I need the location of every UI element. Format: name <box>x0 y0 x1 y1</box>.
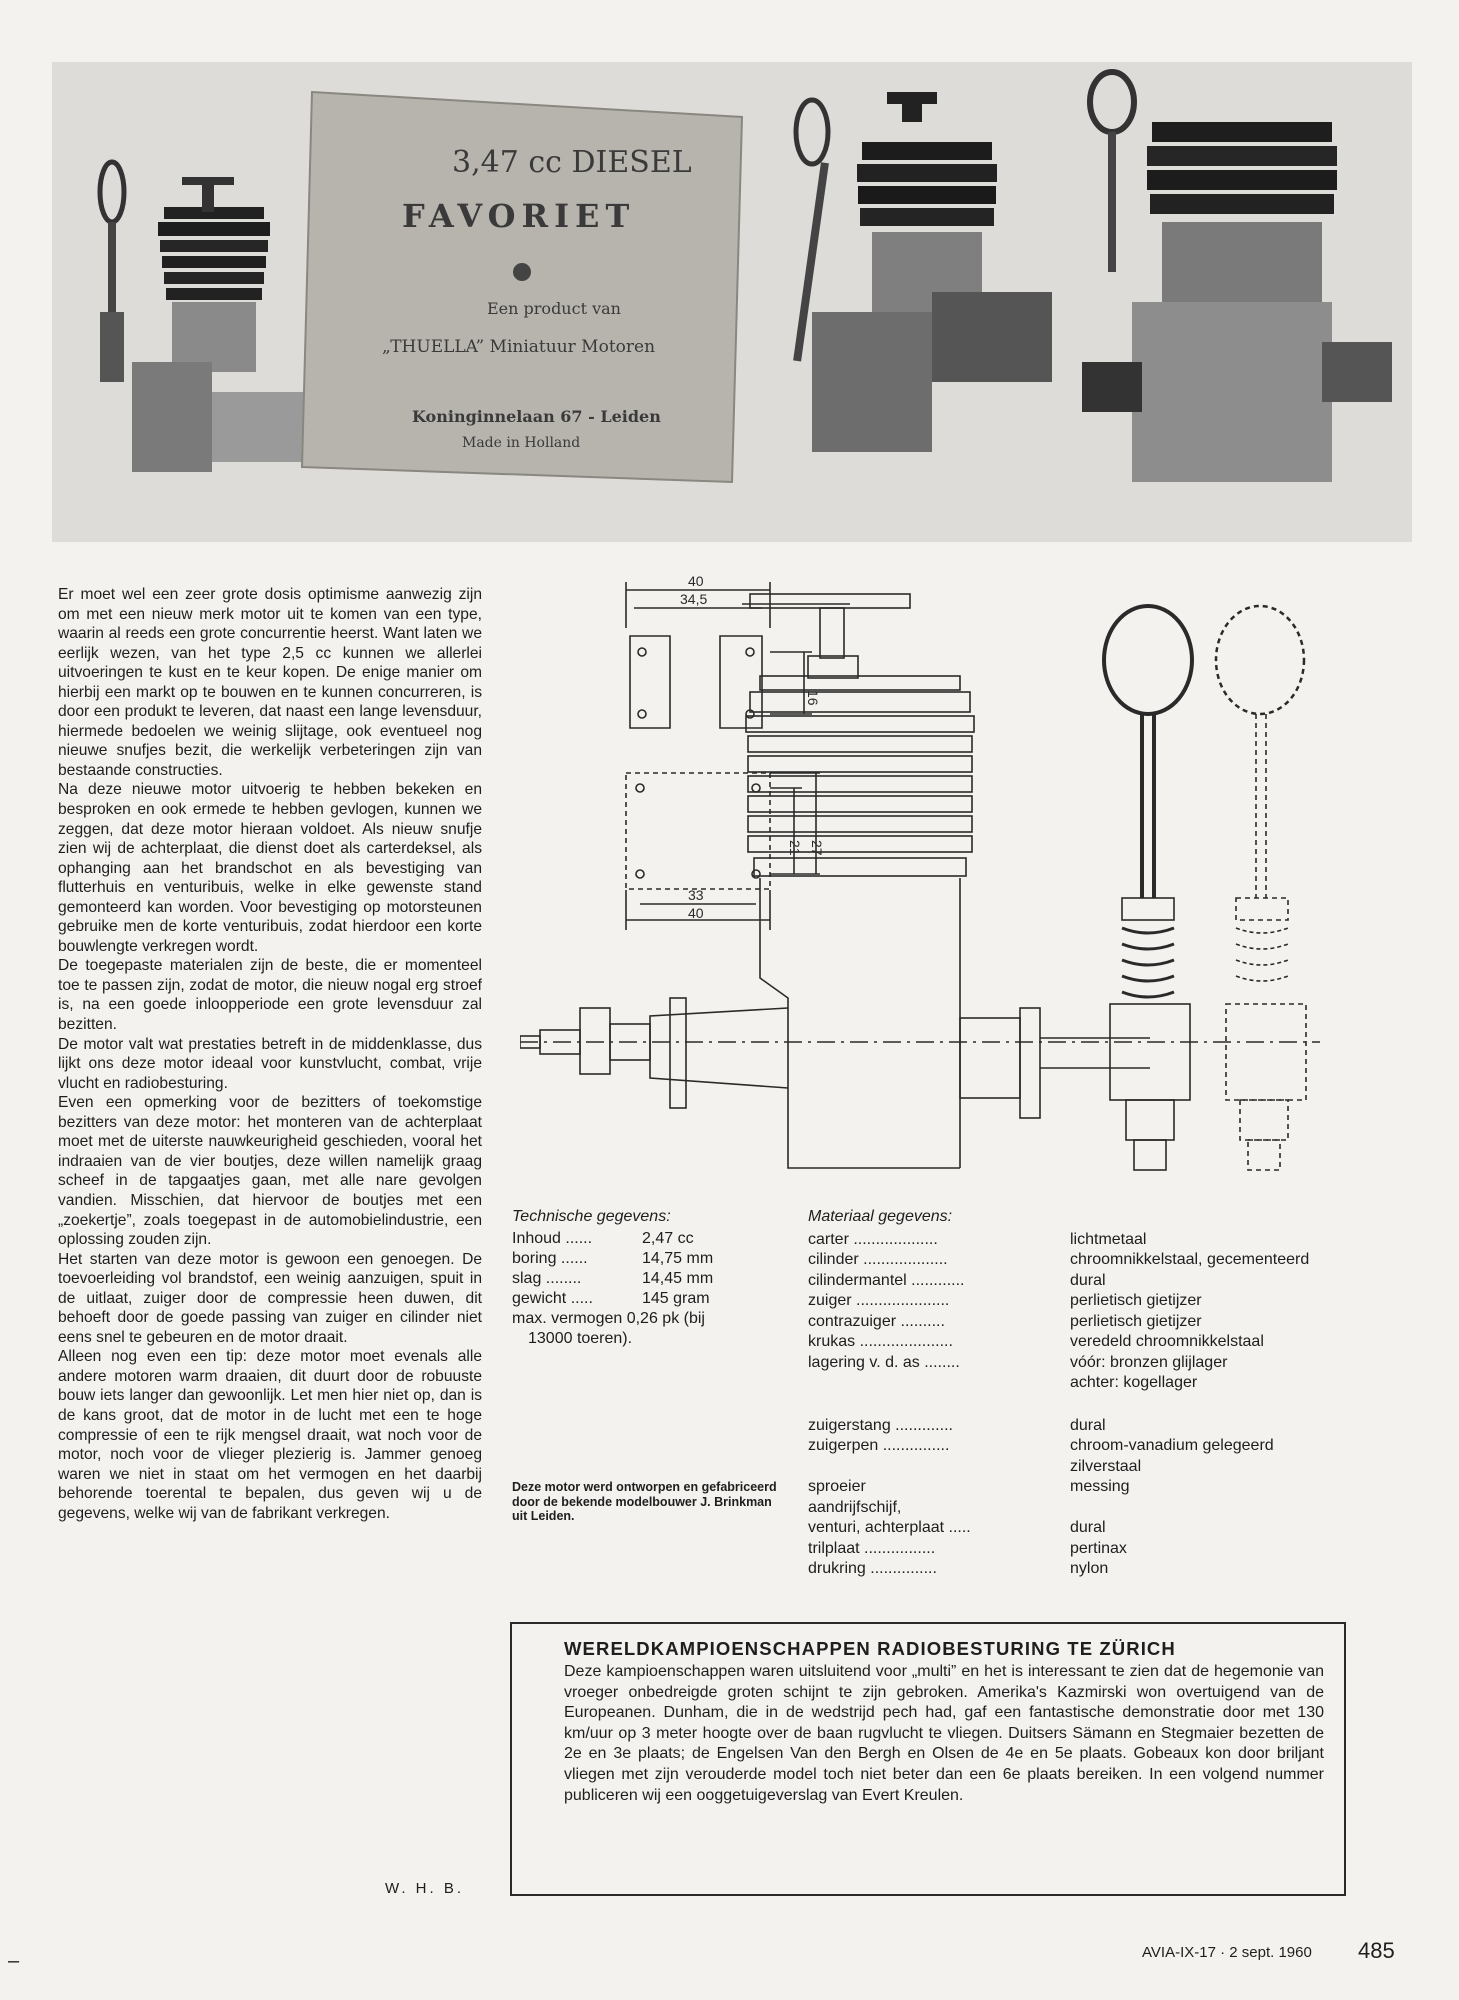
article-paragraph: Alleen nog even een tip: deze motor moet evenals alle andere motoren warm draaien, dit duurt door de robuuste bouw iets langer dan gewoonlijk. Let men hier niet op, dan is de kans groot, dat de motor in de lucht met een te hoge compressie of een te rijk mengsel draait, wat noch voor de motor, noch voor de vlieger plezierig is. Jammer genoeg waren we niet in staat om het vermogen en het daarbij behorende toerental te bepalen, dus geven wij u de gegevens, welke wij van de fabrikant verkregen. <box>58 1348 482 1522</box>
svg-text:Koninginnelaan 67 - Leiden: Koninginnelaan 67 - Leiden <box>412 407 661 426</box>
technical-data <box>512 1207 780 1349</box>
material-row: trilplaat ................ pertinax <box>808 1539 1127 1557</box>
material-data <box>808 1207 1368 1580</box>
material-row: drukring ............... nylon <box>808 1560 1109 1577</box>
dim-top-inner: 34,5 <box>680 591 708 607</box>
news-box-text: Deze kampioenschappen waren uitsluitend voor „multi” en het is interessant te zien dat de hegemonie van vroeger onbedreigde groten schijnt te zijn gebroken. Amerika's Kazmirski won overtuigend van de Europeanen. Dunham, die in de wedstrijd pech had, gaf een fantastische demonstratie door met 130 km/uur op 3 meter hoogte over de baan rugvlucht te vliegen. Duitsers Sämann en Stegmaier bezetten de 2e en 3e plaats; de Engelsen Van den Bergh en Olsen de 4e en 5e plaats. Gobeaux kon door briljant vliegen met zijn verouderde model toch niet beter dan een 6e plaats bereiken. In een volgend nummer publiceren wij een ooggetuigeverslag van Evert Kreulen. <box>564 1663 1324 1804</box>
svg-text:FAVORIET: FAVORIET <box>402 197 636 235</box>
material-row: zuigerpen ............... chroom-vanadium gelegeerd <box>808 1437 1274 1454</box>
dim-side-top: 16 <box>805 690 821 706</box>
news-box-title: WERELDKAMPIOENSCHAPPEN RADIOBESTURING TE ZÜRICH <box>564 1638 1176 1659</box>
material-row: sproeier messing <box>808 1478 1130 1495</box>
engine-photo-illustration <box>52 62 1412 542</box>
material-row: cilindermantel ............ dural <box>808 1271 1106 1289</box>
material-row: zuiger ..................... perlietisch gietijzer <box>808 1292 1202 1309</box>
spec-row: boring ...... 14,75 mm <box>512 1250 714 1267</box>
article-paragraph: Er moet wel een zeer grote dosis optimisme aanwezig zijn om met een nieuw merk motor uit te komen van een type, waarin al reeds een grote concurrentie heerst. Want laten we eerlijk wezen, van het type 2,5 cc kunnen we allerlei uitvoeringen te kust en te keur kopen. De enige manier om hierbij een markt op te bouwen en te kunnen concurreren, is door een produkt te leveren, dat naast een lange levensduur, hiermede bedoelen we weinig slijtage, ook eventueel nog nieuwe snufjes bezit, die werkelijk verbeteringen zijn van bestaande constructies. <box>58 586 482 779</box>
dim-side-a: 21 <box>787 840 803 856</box>
material-row: carter ................... lichtmetaal <box>808 1230 1147 1248</box>
material-data-title: Materiaal gegevens: <box>808 1208 953 1225</box>
material-row: cilinder ................... chroomnikkelstaal, gecementeerd <box>808 1251 1310 1268</box>
spec-row: slag ........ 14,45 mm <box>512 1270 714 1287</box>
material-row: zuigerstang ............. dural <box>808 1416 1106 1434</box>
article-body <box>58 585 482 1523</box>
power-line: max. vermogen 0,26 pk (bij <box>512 1310 705 1327</box>
material-row: zilverstaal <box>1070 1457 1142 1475</box>
material-row: aandrijfschijf, <box>808 1498 902 1516</box>
svg-text:3,47 cc DIESEL: 3,47 cc DIESEL <box>452 145 692 180</box>
dim-bottom-outer: 40 <box>688 905 704 921</box>
svg-text:Made in Holland: Made in Holland <box>462 435 581 451</box>
material-row: achter: kogellager <box>1070 1374 1198 1391</box>
power-note: 13000 toeren). <box>528 1330 633 1347</box>
technical-data-title: Technische gegevens: <box>512 1208 671 1225</box>
material-row: krukas ..................... veredeld chroomnikkelstaal <box>808 1333 1264 1350</box>
product-box <box>302 92 742 482</box>
article-paragraph: De toegepaste materialen zijn de beste, die er momenteel toe te passen zijn, zodat de motor, die nieuw nogal erg stroef is, na een goede inloopperiode een grote levensduur zal bezitten. <box>58 957 482 1034</box>
footer-dash: – <box>8 1950 20 1972</box>
article-paragraph: Na deze nieuwe motor uitvoerig te hebben bekeken en besproken en ook ermede te hebben gevlogen, kunnen we zeggen, dat deze motor hieraan voldoet. Als nieuw snufje zien wij de achterplaat, die dienst doet als carterdeksel, als ophanging aan het brandschot en als bevestiging van flutterhuis en venturibuis, welke in elke gewenste stand gemonteerd kan worden. Voor bevestiging op motorsteunen gebruike men de korte venturibuis, zodat hierdoor een korte bouwlengte verkregen wordt. <box>58 781 482 955</box>
svg-text:„THUELLA” Miniatuur Motoren: „THUELLA” Miniatuur Motoren <box>382 337 656 357</box>
page-number: 485 <box>1358 1938 1395 1963</box>
svg-text:Een product van: Een product van <box>487 299 621 318</box>
article-paragraph: De motor valt wat prestaties betreft in de middenklasse, dus lijkt ons deze motor ideaal voor kunstvlucht, combat, vrije vlucht en radiobesturing. <box>58 1035 482 1092</box>
article-paragraph: Het starten van deze motor is gewoon een genoegen. De toevoerleiding vol brandstof, een weinig aanzuigen, spuit in de uitlaat, zuiger door de compressie heen duwen, dit behoeft door de goede passing van zuiger en cilinder niet eens snel te gebeuren en de motor draait. <box>58 1250 482 1346</box>
technical-drawing-svg <box>520 568 1332 1200</box>
engine-photo <box>52 62 1412 542</box>
spec-row: gewicht ..... 145 gram <box>512 1290 710 1307</box>
dim-bottom-inner: 33 <box>688 887 704 903</box>
technical-drawing <box>520 568 1332 1200</box>
material-row: lagering v. d. as ........ vóór: bronzen glijlager <box>808 1353 1228 1371</box>
spec-row: Inhoud ...... 2,47 cc <box>512 1230 694 1247</box>
dim-side-b: 27 <box>809 840 825 856</box>
article-paragraph: Even een opmerking voor de bezitters of toekomstige bezitters van deze motor: het monteren van de achterplaat moet met de uiterste nauwkeurigheid geschieden, vooral het indraaien van de vier boutjes, deze willen namelijk graag scheef in de tapgaatjes gaan, met alle nare gevolgen vandien. Misschien, dat hiervoor de boutjes met een „zoekertje”, zoals toegepast in de automobielindustrie, een oplossing zouden zijn. <box>58 1094 482 1249</box>
designer-credit: Deze motor werd ontworpen en gefabriceerd door de bekende modelbouwer J. Brinkman uit Leiden. <box>512 1480 777 1523</box>
material-row: contrazuiger .......... perlietisch gietijzer <box>808 1312 1202 1330</box>
dim-top-outer: 40 <box>688 573 704 589</box>
news-box <box>510 1622 1346 1896</box>
material-row: venturi, achterplaat ..... dural <box>808 1519 1106 1536</box>
signature: W. H. B. <box>385 1880 465 1897</box>
footer-reference: AVIA-IX-17 · 2 sept. 1960 <box>1142 1944 1312 1961</box>
